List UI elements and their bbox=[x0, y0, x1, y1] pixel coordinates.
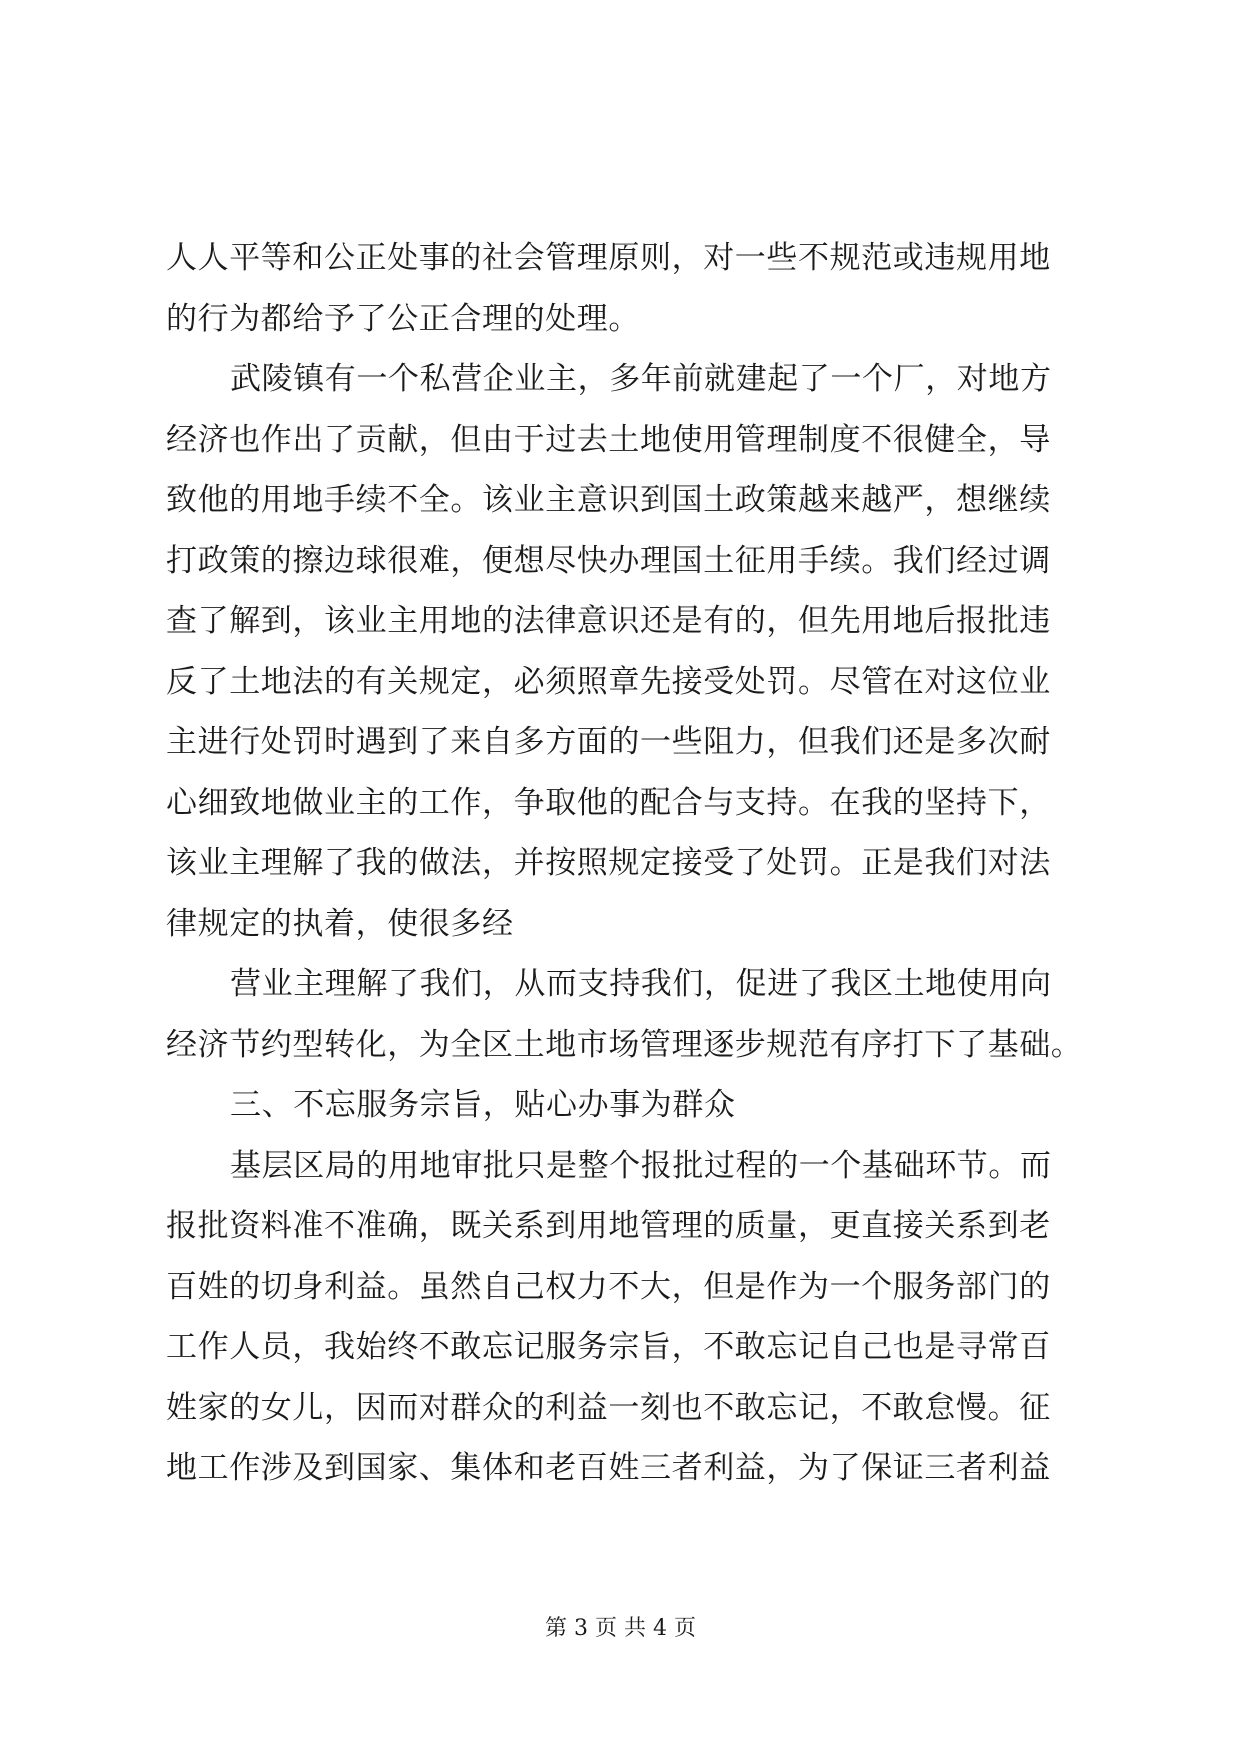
text-line: 的行为都给予了公正合理的处理。 bbox=[166, 300, 640, 337]
text-line: 打政策的擦边球很难，便想尽快办理国土征用手续。我们经过调 bbox=[166, 542, 1051, 579]
page-number-footer: 第 3 页 共 4 页 bbox=[545, 1616, 696, 1641]
section-heading: 三、不忘服务宗旨，贴心办事为群众 bbox=[230, 1087, 736, 1123]
text-line: 经济节约型转化，为全区土地市场管理逐步规范有序打下了基础。 bbox=[166, 1026, 1083, 1063]
text-line: 营业主理解了我们，从而支持我们，促进了我区土地使用向 bbox=[230, 966, 1052, 1002]
text-line: 人人平等和公正处事的社会管理原则，对一些不规范或违规用地 bbox=[166, 240, 1051, 276]
text-line: 反了土地法的有关规定，必须照章先接受处罚。尽管在对这位业 bbox=[166, 663, 1051, 700]
text-line: 致他的用地手续不全。该业主意识到国土政策越来越严，想继续 bbox=[166, 482, 1051, 518]
text-line: 经济也作出了贡献，但由于过去土地使用管理制度不很健全，导 bbox=[166, 421, 1051, 458]
text-line: 主进行处罚时遇到了来自多方面的一些阻力，但我们还是多次耐 bbox=[166, 724, 1051, 760]
text-line: 心细致地做业主的工作，争取他的配合与支持。在我的坚持下， bbox=[166, 784, 1051, 821]
text-line: 姓家的女儿，因而对群众的利益一刻也不敢忘记，不敢怠慢。征 bbox=[166, 1389, 1051, 1426]
text-line: 该业主理解了我的做法，并按照规定接受了处罚。正是我们对法 bbox=[166, 845, 1051, 881]
text-line: 查了解到，该业主用地的法律意识还是有的，但先用地后报批违 bbox=[166, 603, 1051, 639]
text-line: 百姓的切身利益。虽然自己权力不大，但是作为一个服务部门的 bbox=[166, 1268, 1051, 1305]
text-line: 地工作涉及到国家、集体和老百姓三者利益，为了保证三者利益 bbox=[166, 1450, 1051, 1486]
text-line: 武陵镇有一个私营企业主，多年前就建起了一个厂，对地方 bbox=[230, 361, 1052, 397]
body-text bbox=[166, 228, 1086, 1499]
text-line: 报批资料准不准确，既关系到用地管理的质量，更直接关系到老 bbox=[166, 1208, 1051, 1244]
text-line: 基层区局的用地审批只是整个报批过程的一个基础环节。而 bbox=[230, 1147, 1052, 1184]
text-line: 工作人员，我始终不敢忘记服务宗旨，不敢忘记自己也是寻常百 bbox=[166, 1329, 1051, 1365]
text-line: 律规定的执着，使很多经 bbox=[166, 905, 514, 942]
